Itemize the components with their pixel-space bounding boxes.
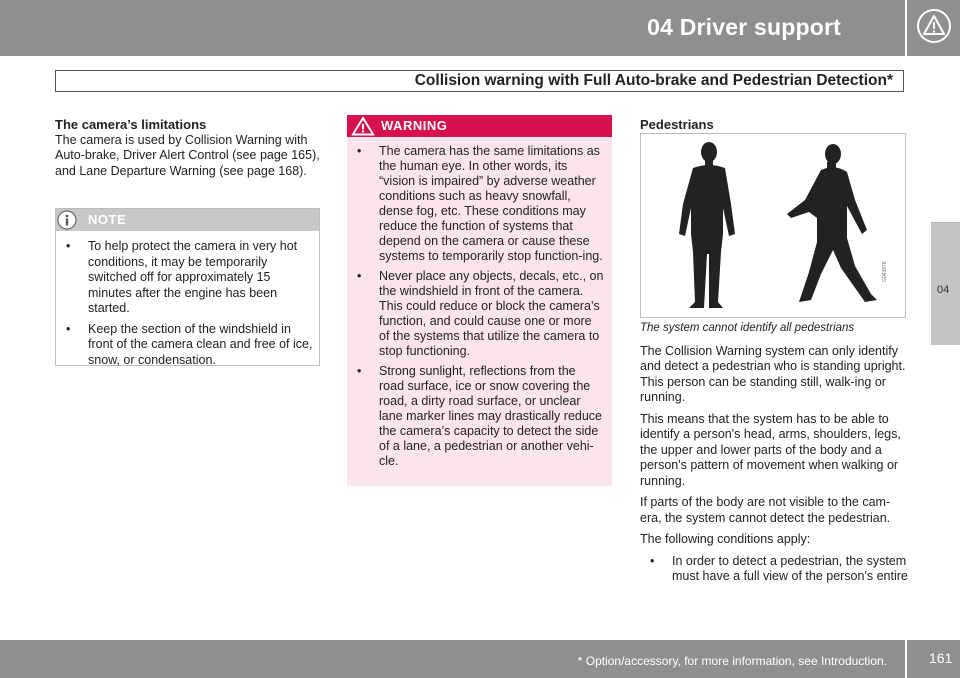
warning-header xyxy=(347,115,612,137)
warning-item: • Strong sunlight, reflections from the road surface, ice or snow covering the road, a dirty road surface, or unclear lane marker lines may drastically reduce the camera’s capacity to detect the side of a lane, a pedestrian or another vehi-cle. xyxy=(357,364,603,468)
warning-item: • The camera has the same limitations as the human eye. In other words, its “vision is impaired” by adverse weather conditions such as heavy snowfall, dense fog, etc. These conditions may reduce the function of systems that depend on the camera or cause these systems to temporarily stop function-ing. xyxy=(357,144,603,263)
info-icon xyxy=(57,210,77,230)
right-column xyxy=(640,321,908,590)
chapter-side-tab xyxy=(931,222,960,345)
section-bar xyxy=(55,70,904,92)
note-header xyxy=(56,209,319,231)
walking-person-silhouette xyxy=(787,144,877,302)
section-title: Collision warning with Full Auto-brake and Pedestrian Detection* xyxy=(414,72,893,89)
warning-item-text: Strong sunlight, reflections from the road surface, ice or snow covering the road, a dirty road surface, or unclear lane marker lines may drastically reduce the camera’s capacity to detect the side of a lane, a pedestrian or another vehi-cle. xyxy=(379,364,603,468)
note-box xyxy=(55,208,320,366)
chapter-header xyxy=(0,0,905,56)
paragraph: The Collision Warning system can only identify and detect a pedestrian who is standing upright. This person can be standing still, walk-ing or running. xyxy=(640,343,906,404)
note-item: • Keep the section of the windshield in front of the camera clean and free of ice, snow, or condensation. xyxy=(66,321,313,367)
page-footer xyxy=(0,640,905,678)
warning-item-text: The camera has the same limitations as the human eye. In other words, its “vision is impaired” by adverse weather conditions such as heavy snowfall, dense fog, etc. These conditions may reduce the function of systems that depend on the camera or cause these systems to temporarily stop function-ing. xyxy=(379,144,603,263)
paragraph: This means that the system has to be able to identify a person's head, arms, shoulders, legs, the upper and lower parts of the body and a person's pattern of movement when walking or running. xyxy=(640,411,901,488)
left-column xyxy=(55,117,321,179)
note-item-text: Keep the section of the windshield in front of the camera clean and free of ice, snow, or condensation. xyxy=(88,321,313,367)
chapter-icon-box xyxy=(905,0,960,56)
camera-limitations-body: The camera is used by Collision Warning with Auto-brake, Driver Alert Control (see page 165), and Lane Departure Warning (see page 168). xyxy=(55,132,320,178)
chapter-title: 04 Driver support xyxy=(647,14,841,40)
warning-box xyxy=(347,115,612,486)
pedestrian-silhouettes-image xyxy=(641,134,905,317)
standing-person-silhouette xyxy=(679,142,735,308)
warning-label: WARNING xyxy=(381,118,448,133)
paragraph: The following conditions apply: xyxy=(640,532,811,546)
warning-list xyxy=(347,144,612,469)
warning-item: • Never place any objects, decals, etc., on the windshield in front of the camera. This could reduce or block the camera’s function, and could cause one or more of the systems that utilize the camera to stop functioning. xyxy=(357,269,604,358)
note-item: • To help protect the camera in very hot conditions, it may be temporarily switched off for approximately 15 minutes after the engine has been started. xyxy=(66,239,298,315)
warning-triangle-icon xyxy=(350,115,376,137)
pedestrian-illustration xyxy=(640,133,906,318)
note-list xyxy=(56,239,319,368)
page-number: 161 xyxy=(929,650,953,666)
conditions-item: • In order to detect a pedestrian, the system must have a full view of the person's entire xyxy=(650,553,908,583)
side-tab-label: 04 xyxy=(937,284,950,296)
warning-item-text: Never place any objects, decals, etc., on the windshield in front of the camera. This could reduce or block the camera’s function, and could cause one or more of the systems that utilize the camera to stop functioning. xyxy=(379,269,604,358)
note-label: NOTE xyxy=(88,212,127,227)
conditions-item-text: In order to detect a pedestrian, the system must have a full view of the person's entire xyxy=(672,553,908,583)
image-caption: The system cannot identify all pedestrians xyxy=(640,322,855,334)
camera-limitations-heading: The camera’s limitations xyxy=(55,117,207,132)
paragraph: If parts of the body are not visible to the cam-era, the system cannot detect the pedestrian. xyxy=(640,495,891,525)
image-code: G043879 xyxy=(882,261,888,282)
footer-note: * Option/accessory, for more information, see Introduction. xyxy=(577,654,887,668)
pedestrians-heading: Pedestrians xyxy=(640,117,714,132)
warning-triangle-icon xyxy=(916,8,952,44)
conditions-list xyxy=(640,554,908,585)
right-column-heading-wrap xyxy=(640,117,908,133)
note-item-text: To help protect the camera in very hot conditions, it may be temporarily switched off for approximately 15 minutes after the engine has been started. xyxy=(88,239,298,315)
page-number-box xyxy=(905,640,960,678)
